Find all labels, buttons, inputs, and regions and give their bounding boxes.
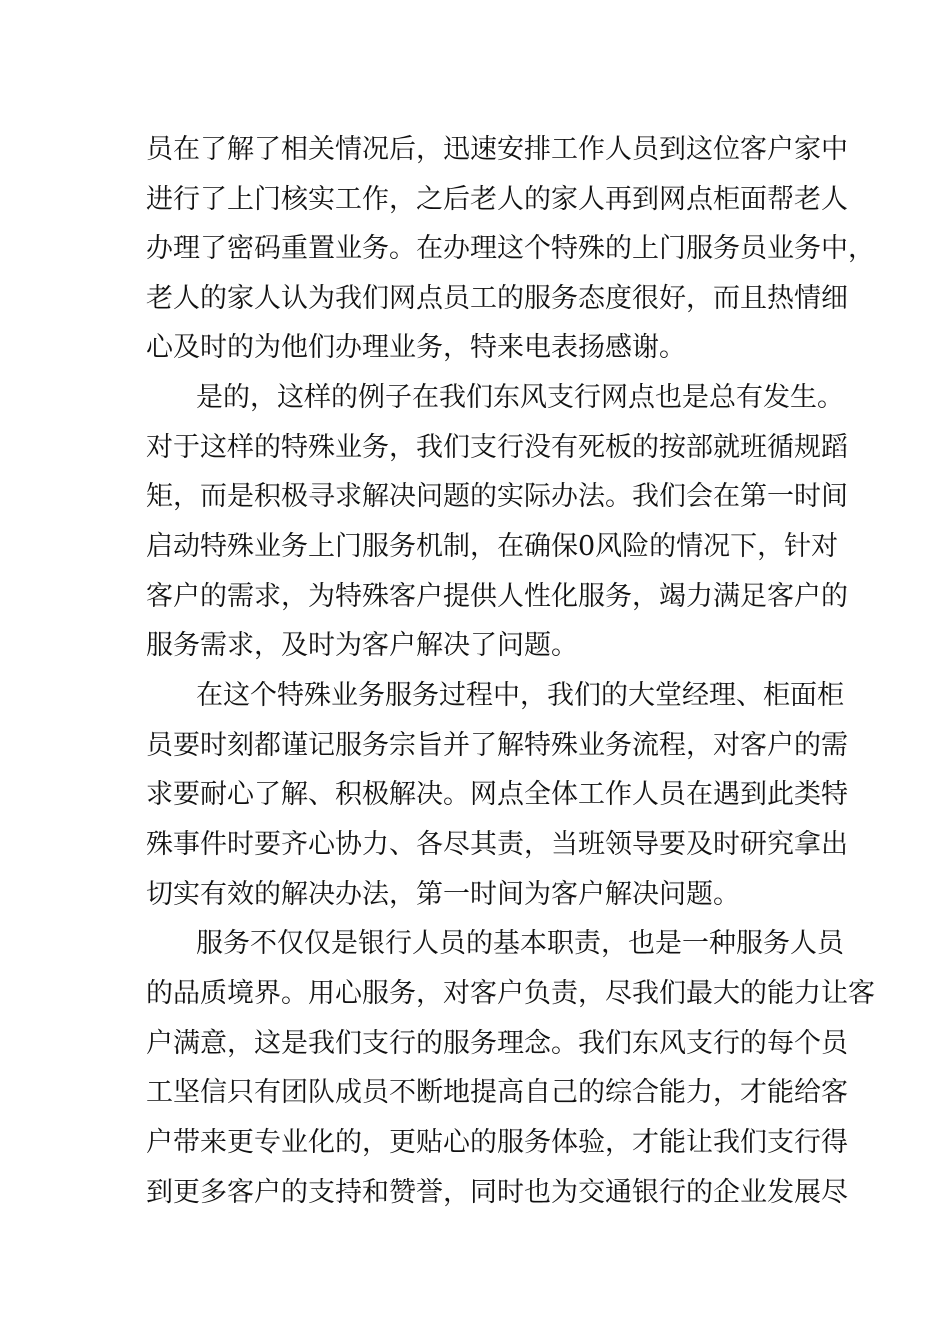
text-line: 员要时刻都谨记服务宗旨并了解特殊业务流程，对客户的需 [146,730,848,761]
text-line: 殊事件时要齐心协力、各尽其责，当班领导要及时研究拿出 [146,829,848,860]
text-line: 矩，而是积极寻求解决问题的实际办法。我们会在第一时间 [146,481,848,512]
text-line: 切实有效的解决办法，第一时间为客户解决问题。 [146,879,740,910]
text-line: 服务需求，及时为客户解决了问题。 [146,630,578,661]
paragraph-first-line: 服务不仅仅是银行人员的基本职责，也是一种服务人员 [196,928,844,959]
text-line: 户满意，这是我们支行的服务理念。我们东风支行的每个员 [146,1028,848,1059]
text-line: 启动特殊业务上门服务机制，在确保0风险的情况下，针对 [146,531,839,562]
paragraph-first-line: 是的，这样的例子在我们东风支行网点也是总有发生。 [196,382,844,413]
text-line: 到更多客户的支持和赞誉，同时也为交通银行的企业发展尽 [146,1177,848,1208]
text-line: 工坚信只有团队成员不断地提高自己的综合能力，才能给客 [146,1077,848,1108]
text-line: 老人的家人认为我们网点员工的服务态度很好，而且热情细 [146,283,848,314]
text-line: 办理了密码重置业务。在办理这个特殊的上门服务员业务中， [146,233,875,264]
text-line: 心及时的为他们办理业务，特来电表扬感谢。 [146,332,686,363]
paragraph-first-line: 在这个特殊业务服务过程中，我们的大堂经理、柜面柜 [196,680,844,711]
text-line: 进行了上门核实工作，之后老人的家人再到网点柜面帮老人 [146,184,848,215]
text-line: 员在了解了相关情况后，迅速安排工作人员到这位客户家中 [146,134,848,165]
text-line: 对于这样的特殊业务，我们支行没有死板的按部就班循规蹈 [146,432,848,463]
text-line: 的品质境界。用心服务，对客户负责，尽我们最大的能力让客 [146,978,875,1009]
text-line: 客户的需求，为特殊客户提供人性化服务，竭力满足客户的 [146,581,848,612]
text-line: 户带来更专业化的，更贴心的服务体验，才能让我们支行得 [146,1127,848,1158]
text-line: 求要耐心了解、积极解决。网点全体工作人员在遇到此类特 [146,779,848,810]
